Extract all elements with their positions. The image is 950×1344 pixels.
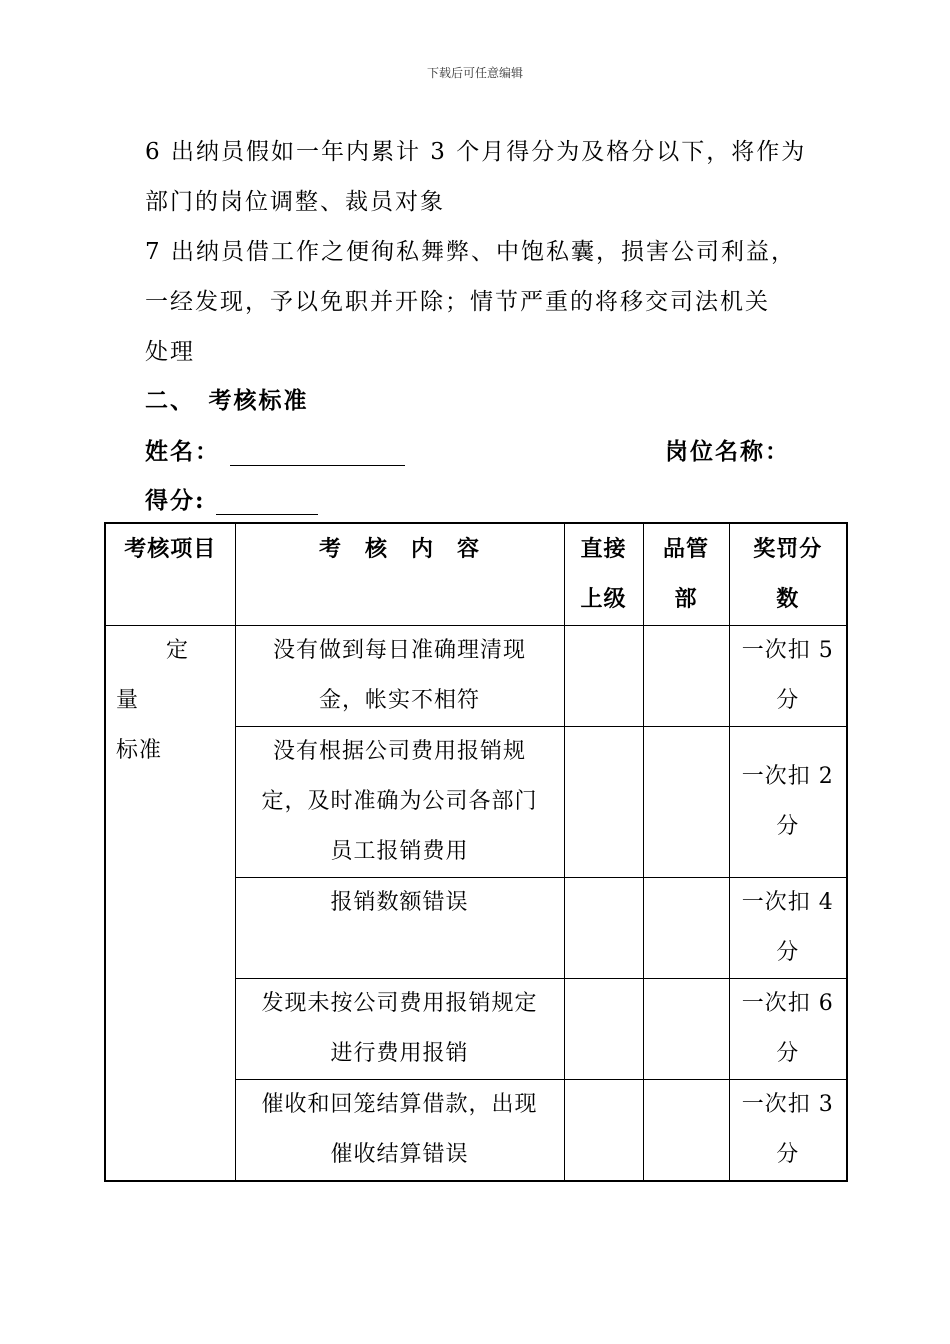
qc-score-cell xyxy=(643,877,729,978)
content-line: 进行费用报销 xyxy=(330,1040,469,1066)
content-cell xyxy=(235,1079,564,1181)
content-cell xyxy=(235,625,564,726)
content-cell xyxy=(235,877,564,978)
name-blank xyxy=(230,445,405,466)
points-line: 分 xyxy=(776,687,800,713)
header-qc-line-2: 部 xyxy=(674,586,698,612)
points-line: 分 xyxy=(776,1040,800,1066)
header-points-line-1: 奖罚分 xyxy=(753,536,823,562)
header-content: 考 核 内 容 xyxy=(235,523,564,625)
header-qc-line-1: 品管 xyxy=(662,536,709,562)
header-points-line-2: 数 xyxy=(776,586,800,612)
paragraph-7-line-3: 处理 xyxy=(145,339,195,365)
content-line: 定，及时准确为公司各部门 xyxy=(261,788,538,814)
score-blank xyxy=(216,494,318,515)
qc-score-cell xyxy=(643,1079,729,1181)
header-note: 下载后可任意编辑 xyxy=(426,66,523,80)
category-line-2: 标准 xyxy=(116,737,163,763)
content-line: 发现未按公司费用报销规定 xyxy=(261,990,538,1016)
header-points xyxy=(729,523,847,625)
points-line: 分 xyxy=(776,1141,800,1167)
content-line: 金，帐实不相符 xyxy=(318,687,480,713)
content-line: 员工报销费用 xyxy=(330,838,469,864)
paragraph-7-line-1: 7 出纳员借工作之便徇私舞弊、中饱私囊，损害公司利益， xyxy=(145,239,796,265)
header-item: 考核项目 xyxy=(105,523,235,625)
content-cell xyxy=(235,726,564,877)
points-line: 一次扣 5 xyxy=(741,637,834,663)
superior-score-cell xyxy=(564,1079,643,1181)
content-line: 没有做到每日准确理清现 xyxy=(272,637,526,663)
qc-score-cell xyxy=(643,978,729,1079)
paragraph-6-line-2: 部门的岗位调整、裁员对象 xyxy=(145,189,445,215)
superior-score-cell xyxy=(564,877,643,978)
content-line: 催收结算错误 xyxy=(330,1141,469,1167)
table-header-row xyxy=(105,523,847,625)
section-title: 二、 考核标准 xyxy=(145,387,309,414)
points-line: 分 xyxy=(776,939,800,965)
points-line: 一次扣 2 xyxy=(741,763,834,789)
content-cell xyxy=(235,978,564,1079)
header-superior xyxy=(564,523,643,625)
position-label: 岗位名称： xyxy=(665,438,790,465)
superior-score-cell xyxy=(564,726,643,877)
points-cell xyxy=(729,625,847,726)
table-row xyxy=(105,625,847,726)
points-line: 分 xyxy=(776,813,800,839)
header-superior-line-2: 上级 xyxy=(580,586,627,612)
points-line: 一次扣 3 xyxy=(741,1091,834,1117)
superior-score-cell xyxy=(564,625,643,726)
points-cell xyxy=(729,726,847,877)
assessment-table xyxy=(104,522,848,1182)
content-line: 催收和回笼结算借款，出现 xyxy=(261,1091,538,1117)
score-field-row xyxy=(145,482,318,515)
paragraph-6-line-1: 6 出纳员假如一年内累计 3 个月得分为及格分以下，将作为 xyxy=(145,139,807,165)
content-line: 没有根据公司费用报销规 xyxy=(272,738,526,764)
score-label: 得分: xyxy=(145,487,206,514)
content-line: 报销数额错误 xyxy=(330,889,469,915)
category-cell xyxy=(105,625,235,1181)
points-line: 一次扣 4 xyxy=(741,889,834,915)
name-field-row xyxy=(145,433,405,466)
points-line: 一次扣 6 xyxy=(741,990,834,1016)
qc-score-cell xyxy=(643,726,729,877)
qc-score-cell xyxy=(643,625,729,726)
superior-score-cell xyxy=(564,978,643,1079)
points-cell xyxy=(729,877,847,978)
category-line-1: 定量 xyxy=(116,637,207,713)
points-cell xyxy=(729,1079,847,1181)
points-cell xyxy=(729,978,847,1079)
name-label: 姓名： xyxy=(145,438,220,465)
paragraph-7-line-2: 一经发现，予以免职并开除；情节严重的将移交司法机关 xyxy=(145,289,770,315)
header-superior-line-1: 直接 xyxy=(580,536,627,562)
header-qc-dept xyxy=(643,523,729,625)
